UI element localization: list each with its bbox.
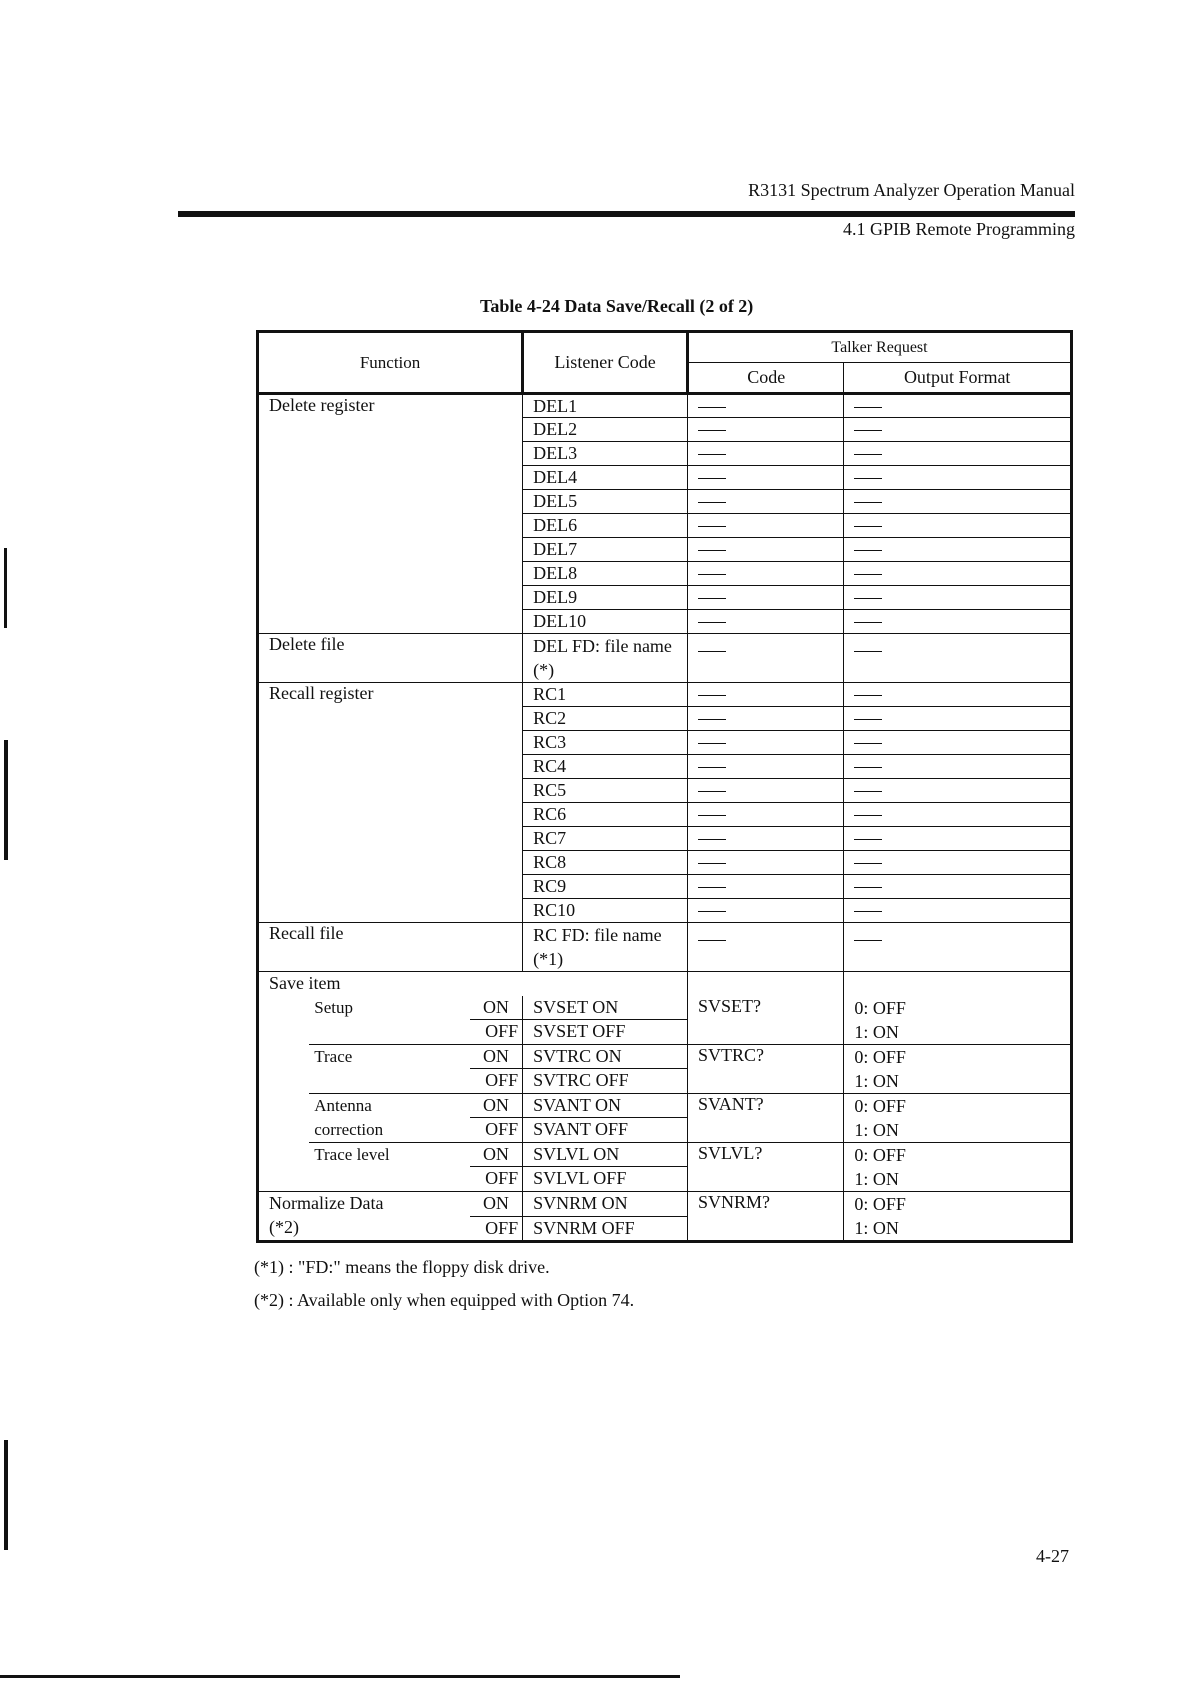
- em-dash: [854, 719, 882, 720]
- on-label: ON: [470, 1142, 523, 1167]
- output-format: [844, 562, 1072, 586]
- cell-line: 1: ON: [854, 1168, 899, 1189]
- page-number: 4-27: [1036, 1546, 1069, 1566]
- output-format: [844, 899, 1072, 923]
- col-output-header: Output Format: [844, 363, 1072, 394]
- blank-cell: [844, 972, 1072, 996]
- listener-code: SVLVL ON: [523, 1142, 688, 1167]
- em-dash: [854, 767, 882, 768]
- output-format: [844, 923, 1072, 972]
- cell-line: correction: [314, 1119, 384, 1139]
- data-table: [256, 330, 1073, 1243]
- output-format: [844, 610, 1072, 634]
- output-format: [844, 586, 1072, 610]
- talker-code: [688, 466, 844, 490]
- em-dash: [698, 407, 726, 408]
- em-dash: [698, 911, 726, 912]
- talker-code: [688, 875, 844, 899]
- save-item-name: [309, 1093, 470, 1142]
- on-label: ON: [470, 1191, 523, 1216]
- listener-code: RC4: [523, 755, 688, 779]
- table-row: [258, 972, 1072, 996]
- output-format: [844, 875, 1072, 899]
- talker-code: [688, 562, 844, 586]
- em-dash: [854, 622, 882, 623]
- talker-code: [688, 779, 844, 803]
- table-caption: Table 4-24 Data Save/Recall (2 of 2): [480, 296, 754, 316]
- em-dash: [698, 478, 726, 479]
- talker-code: [688, 755, 844, 779]
- cell-line: DEL FD: file name: [533, 636, 672, 656]
- listener-code: RC3: [523, 731, 688, 755]
- em-dash: [698, 887, 726, 888]
- cell-line: 1: ON: [854, 1021, 899, 1042]
- listener-code: SVTRC ON: [523, 1044, 688, 1069]
- talker-code: [688, 683, 844, 707]
- talker-code: SVNRM?: [688, 1191, 844, 1241]
- header-section: 4.1 GPIB Remote Programming: [843, 219, 1075, 239]
- scan-mark: [4, 548, 7, 628]
- footnote-2: (*2) : Available only when equipped with Option 74.: [254, 1290, 635, 1310]
- talker-code: [688, 538, 844, 562]
- listener-code: DEL7: [523, 538, 688, 562]
- cell-line: 0: OFF: [854, 1144, 906, 1165]
- talker-code: [688, 923, 844, 972]
- em-dash: [854, 651, 882, 652]
- em-dash: [698, 651, 726, 652]
- em-dash: [698, 719, 726, 720]
- listener-code: DEL9: [523, 586, 688, 610]
- output-format: [844, 634, 1072, 683]
- em-dash: [698, 743, 726, 744]
- cell-line: (*): [533, 660, 555, 680]
- cell-line: 0: OFF: [854, 1193, 906, 1214]
- col-function-header: Function: [258, 332, 523, 394]
- cell-line: 0: OFF: [854, 997, 906, 1018]
- save-row: [258, 1142, 1072, 1167]
- em-dash: [854, 430, 882, 431]
- output-format: [844, 514, 1072, 538]
- output-format: [844, 827, 1072, 851]
- listener-code: DEL6: [523, 514, 688, 538]
- on-label: ON: [470, 1044, 523, 1069]
- listener-code: RC6: [523, 803, 688, 827]
- indent-cell: [258, 1044, 310, 1093]
- output-format: [844, 803, 1072, 827]
- em-dash: [854, 863, 882, 864]
- talker-code: SVLVL?: [688, 1142, 844, 1191]
- table: [256, 330, 1073, 1243]
- save-item-label: Save item: [258, 972, 523, 996]
- output-format: [844, 394, 1072, 418]
- talker-code: [688, 827, 844, 851]
- listener-code: SVANT OFF: [523, 1118, 688, 1143]
- talker-code: [688, 490, 844, 514]
- off-label: OFF: [470, 1216, 523, 1241]
- listener-code: DEL5: [523, 490, 688, 514]
- listener-code: [523, 634, 688, 683]
- output-format: [844, 755, 1072, 779]
- em-dash: [854, 791, 882, 792]
- em-dash: [854, 574, 882, 575]
- output-format: [844, 418, 1072, 442]
- cell-line: Setup: [314, 997, 353, 1017]
- listener-code: [523, 923, 688, 972]
- listener-code: DEL8: [523, 562, 688, 586]
- listener-code: RC9: [523, 875, 688, 899]
- em-dash: [698, 767, 726, 768]
- save-row: [258, 996, 1072, 1020]
- table-row: [258, 634, 1072, 683]
- em-dash: [854, 940, 882, 941]
- listener-code: RC2: [523, 707, 688, 731]
- output-format: [844, 538, 1072, 562]
- talker-code: [688, 514, 844, 538]
- em-dash: [854, 743, 882, 744]
- em-dash: [854, 502, 882, 503]
- normalize-label: Normalize Data: [258, 1191, 470, 1216]
- cell-line: 1: ON: [854, 1119, 899, 1140]
- table-row: [258, 683, 1072, 707]
- function-label: Delete file: [258, 634, 523, 683]
- em-dash: [854, 550, 882, 551]
- cell-line: RC FD: file name: [533, 925, 662, 945]
- save-row: [258, 1093, 1072, 1118]
- col-listener-header: Listener Code: [523, 332, 688, 394]
- talker-code: SVANT?: [688, 1093, 844, 1142]
- on-label: ON: [470, 996, 523, 1020]
- function-label: Recall file: [258, 923, 523, 972]
- em-dash: [854, 407, 882, 408]
- talker-code: [688, 634, 844, 683]
- talker-code: [688, 418, 844, 442]
- header-rule: [178, 211, 1075, 217]
- listener-code: SVLVL OFF: [523, 1167, 688, 1192]
- output-format: [844, 466, 1072, 490]
- output-format: [844, 490, 1072, 514]
- em-dash: [854, 478, 882, 479]
- cell-line: Trace level: [314, 1144, 390, 1164]
- listener-code: SVSET OFF: [523, 1020, 688, 1044]
- talker-code: [688, 899, 844, 923]
- listener-code: DEL4: [523, 466, 688, 490]
- indent-cell: [258, 1093, 310, 1142]
- output-format: [844, 442, 1072, 466]
- indent-cell: [258, 1142, 310, 1191]
- em-dash: [854, 815, 882, 816]
- talker-code: [688, 731, 844, 755]
- em-dash: [698, 863, 726, 864]
- cell-line: Antenna: [314, 1095, 372, 1115]
- blank-cell: [523, 972, 688, 996]
- listener-code: RC1: [523, 683, 688, 707]
- scan-mark: [0, 1675, 680, 1678]
- output-format: [844, 779, 1072, 803]
- header-title: R3131 Spectrum Analyzer Operation Manual: [748, 180, 1075, 200]
- talker-code: [688, 803, 844, 827]
- em-dash: [698, 502, 726, 503]
- function-label: Recall register: [258, 683, 523, 923]
- em-dash: [854, 454, 882, 455]
- em-dash: [854, 526, 882, 527]
- col-talker-header: Talker Request: [688, 332, 1072, 363]
- cell-line: 0: OFF: [854, 1046, 906, 1067]
- talker-code: [688, 586, 844, 610]
- footnote-1: (*1) : "FD:" means the floppy disk drive.: [254, 1257, 550, 1277]
- save-row: [258, 1044, 1072, 1069]
- listener-code: SVNRM OFF: [523, 1216, 688, 1241]
- output-format: [844, 1191, 1072, 1241]
- listener-code: RC10: [523, 899, 688, 923]
- save-item-name: [309, 996, 470, 1045]
- em-dash: [854, 887, 882, 888]
- em-dash: [698, 574, 726, 575]
- table-row: [258, 394, 1072, 418]
- output-format: [844, 683, 1072, 707]
- normalize-note: (*2): [258, 1216, 470, 1241]
- output-format: [844, 1142, 1072, 1191]
- blank-cell: [688, 972, 844, 996]
- talker-code: SVTRC?: [688, 1044, 844, 1093]
- em-dash: [698, 598, 726, 599]
- listener-code: DEL2: [523, 418, 688, 442]
- listener-code: SVNRM ON: [523, 1191, 688, 1216]
- em-dash: [854, 695, 882, 696]
- off-label: OFF: [470, 1167, 523, 1192]
- output-format: [844, 851, 1072, 875]
- off-label: OFF: [470, 1069, 523, 1094]
- listener-code: RC7: [523, 827, 688, 851]
- cell-line: (*1): [533, 949, 564, 969]
- listener-code: DEL10: [523, 610, 688, 634]
- em-dash: [698, 430, 726, 431]
- function-label: Delete register: [258, 394, 523, 634]
- col-code-header: Code: [688, 363, 844, 394]
- em-dash: [698, 622, 726, 623]
- output-format: [844, 707, 1072, 731]
- em-dash: [698, 454, 726, 455]
- on-label: ON: [470, 1093, 523, 1118]
- normalize-row: [258, 1191, 1072, 1216]
- listener-code: SVANT ON: [523, 1093, 688, 1118]
- talker-code: [688, 442, 844, 466]
- save-item-name: [309, 1044, 470, 1093]
- save-item-name: [309, 1142, 470, 1191]
- output-format: [844, 1093, 1072, 1142]
- cell-line: 0: OFF: [854, 1095, 906, 1116]
- scan-mark: [4, 1440, 8, 1550]
- em-dash: [698, 550, 726, 551]
- em-dash: [854, 839, 882, 840]
- output-format: [844, 731, 1072, 755]
- em-dash: [854, 911, 882, 912]
- em-dash: [698, 815, 726, 816]
- cell-line: Trace: [314, 1046, 353, 1066]
- scan-mark: [4, 740, 8, 860]
- output-format: [844, 1044, 1072, 1093]
- em-dash: [698, 791, 726, 792]
- talker-code: [688, 707, 844, 731]
- indent-cell: [258, 996, 310, 1045]
- off-label: OFF: [470, 1020, 523, 1044]
- em-dash: [698, 940, 726, 941]
- listener-code: RC8: [523, 851, 688, 875]
- listener-code: SVTRC OFF: [523, 1069, 688, 1094]
- cell-line: 1: ON: [854, 1217, 899, 1238]
- listener-code: SVSET ON: [523, 996, 688, 1020]
- off-label: OFF: [470, 1118, 523, 1143]
- em-dash: [698, 839, 726, 840]
- talker-code: [688, 610, 844, 634]
- talker-code: [688, 394, 844, 418]
- em-dash: [854, 598, 882, 599]
- cell-line: 1: ON: [854, 1070, 899, 1091]
- listener-code: DEL1: [523, 394, 688, 418]
- header-row: [258, 332, 1072, 363]
- listener-code: DEL3: [523, 442, 688, 466]
- output-format: [844, 996, 1072, 1045]
- listener-code: RC5: [523, 779, 688, 803]
- em-dash: [698, 526, 726, 527]
- em-dash: [698, 695, 726, 696]
- talker-code: [688, 851, 844, 875]
- table-row: [258, 923, 1072, 972]
- talker-code: SVSET?: [688, 996, 844, 1045]
